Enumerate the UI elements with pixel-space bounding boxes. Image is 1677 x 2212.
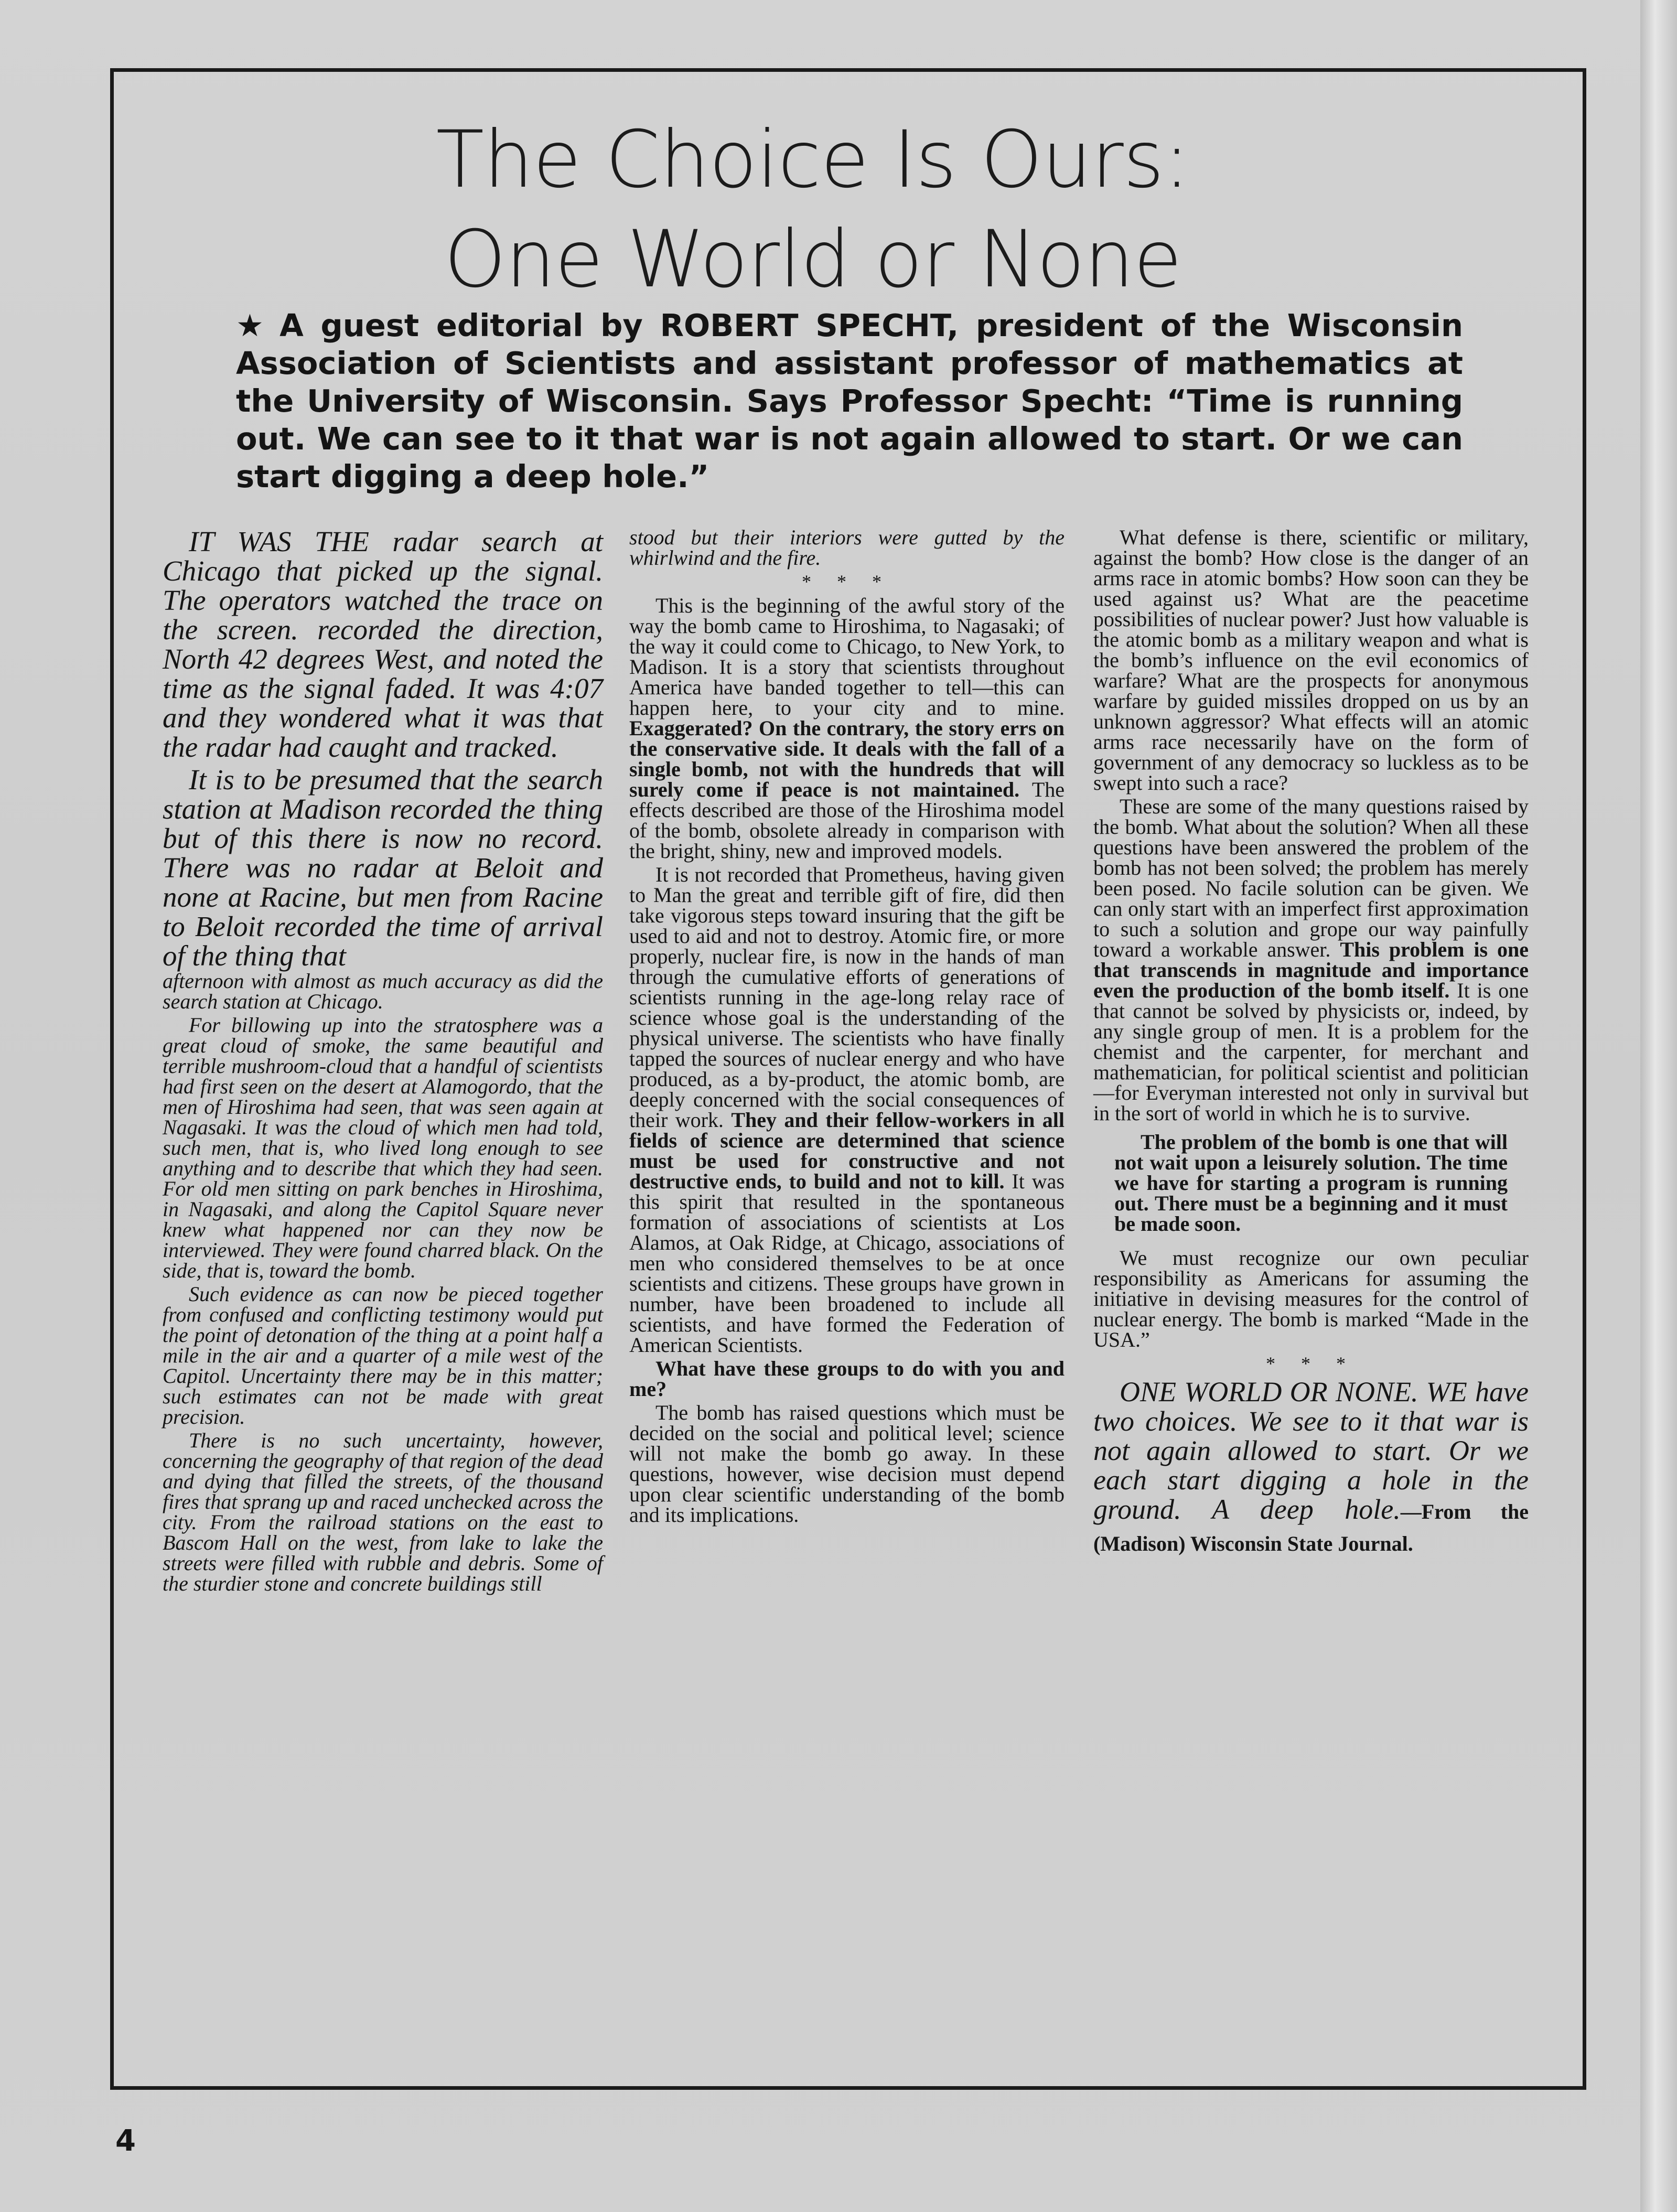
paragraph: These are some of the many questions raised by the bomb. What about the solution? When all these questions have been answered the problem of the bomb has not been solved; the problem has merely been posed. No facile solution can be given. We can only start with an imperfect first approximation to such a solution and grope our way painfully toward a workable answer. This problem is one that transcends in magnitude and importance even the production of the bomb itself. It is one that cannot be solved by physicists or, indeed, by any single group of men. It is a problem for the chemist and the carpenter, for merchant and mathematician, for political scientist and politician—for Everyman interested not only in survival but in the sort of world in which he is to survive.	[1093, 794, 1529, 1125]
intro-text: A guest editorial by ROBERT SPECHT, president of the Wisconsin Association of Scientists and assistant professor of mathematics at the University of Wisconsin. Says Professor Specht: “Time is running out. We can see to it that war is not again allowed to start. Or we can start digging a deep hole.”	[236, 307, 1463, 495]
source-credit: —From the (Madison) Wisconsin State Journal.	[1093, 1500, 1529, 1555]
paragraph: What defense is there, scientific or military, against the bomb? How close is the danger of an arms race in atomic bombs? How soon can they be used against us? What are the peacetime possibilities of nuclear power? Just how valuable is the atomic bomb as a military weapon and what is the bomb’s influence on the evil economics of warfare? What are the prospects for anonymous warfare by guided missiles dropped on us by an unknown aggressor? What effects will an atomic arms race necessarily have on the form of government of any democracy so luckless as to be swept into such a race?	[1093, 525, 1529, 794]
column-1	[163, 527, 603, 1597]
paragraph: It is to be presumed that the search station at Madison recorded the thing but of this there is now no record. There was no radar at Beloit and none at Racine, but men from Racine to Beloit recorded the time of arrival of the thing that	[163, 764, 603, 972]
subheading: What have these groups to do with you and me?	[629, 1357, 1065, 1401]
paragraph: Such evidence as can now be pieced together from confused and conflicting testimony would put the point of detonation of the thing at a point half a mile in the air and a quarter of a mile west of the Capitol. Uncertainty there may be in this matter; such estimates can not be made with great precision.	[163, 1282, 603, 1429]
headline-line-1: The Choice Is Ours:	[436, 114, 1190, 206]
headline	[262, 110, 1363, 309]
paragraph: It is not recorded that Prometheus, having given to Man the great and terrible gift of fire, did then take vigorous steps toward insuring that the gift be used to aid and not to destroy. Atomic fire, or more properly, nuclear fire, is now in the hands of man through the cumulative efforts of generations of scientists running in the age-long relay race of science whose goal is the understanding of the physical universe. The scientists who have finally tapped the sources of nuclear energy and who have produced, as a by-product, the atomic bomb, are deeply concerned with the social consequences of their work. They and their fellow-workers in all fields of science are determined that science must be used for constructive and not destructive ends, to build and not to kill. It was this spirit that resulted in the spontaneous formation of associations of scientists at Los Alamos, at Oak Ridge, at Chicago, associations of men who considered themselves to be at once scientists and citizens. These groups have grown in number, have been broadened to include all scientists, and have formed the Federation of American Scientists.	[629, 863, 1065, 1357]
paragraph: For billowing up into the stratosphere was a great cloud of smoke, the same beautiful and terrible mushroom-cloud that a handful of scientists had first seen on the desert at Alamogordo, that the men of Hiroshima had seen, that was seen again at Nagasaki. It was the cloud of which men had told, such men, that is, who lived long enough to see anything and to describe that which they had seen. For old men sitting on park benches in Hiroshima, in Nagasaki, and along the Capitol Square never knew what happened nor can they now be interviewed. They were found charred black. On the side, that is, toward the bomb.	[163, 1013, 603, 1282]
column-2	[629, 527, 1065, 1528]
page-number: 4	[115, 2124, 136, 2158]
column-3	[1093, 527, 1529, 1562]
page-edge-shadow	[1640, 0, 1677, 2212]
paragraph: There is no such uncertainty, however, concerning the geography of that region of the dead and dying that filled the streets, of the thousand fires that sprang up and raced unchecked across the city. From the railroad stations on the east to Bascom Hall on the west, from lake to lake the streets were filled with rubble and debris. Some of the sturdier stone and concrete buildings still	[163, 1429, 603, 1595]
intro-blurb	[236, 307, 1463, 496]
paragraph: IT WAS THE radar search at Chicago that picked up the signal. The operators watched the trace on the screen. recorded the direction, North 42 degrees West, and noted the time as the signal faded. It was 4:07 and they wondered what it was that the radar had caught and tracked.	[163, 525, 603, 763]
paragraph: We must recognize our own peculiar responsibility as Americans for assuming the initiative in devising measures for the control of nuclear energy. The bomb is marked “Made in the USA.”	[1093, 1246, 1529, 1351]
paragraph: stood but their interiors were gutted by the whirlwind and the fire.	[629, 525, 1065, 570]
headline-line-2: One World or None	[444, 214, 1182, 305]
paragraph: afternoon with almost as much accuracy as did the search station at Chicago.	[163, 969, 603, 1013]
section-separator: * * *	[802, 571, 892, 592]
section-separator: * * *	[1266, 1353, 1356, 1374]
closing-statement: ONE WORLD OR NONE. WE have two choices. We see to it that war is not again allowed to start. Or we each start digging a hole in the ground. A deep hole.—From the (Madison) Wisconsin State Journal.	[1093, 1376, 1529, 1555]
paragraph: This is the beginning of the awful story of the way the bomb came to Hiroshima, to Nagasaki; of the way it could come to Chicago, to New York, to Madison. It is a story that scientists throughout America have banded together to tell—this can happen here, to your city and to mine. Exaggerated? On the contrary, the story errs on the conservative side. It deals with the fall of a single bomb, not with the hundreds that will surely come if peace is not maintained. The effects described are those of the Hiroshima model of the bomb, obsolete already in comparison with the bright, shiny, new and improved models.	[629, 594, 1065, 863]
star-icon: ★	[236, 307, 271, 343]
paragraph: The bomb has raised questions which must be decided on the social and political level; science will not make the bomb go away. In these questions, however, wise decision must depend upon clear scientific understanding of the bomb and its implications.	[629, 1401, 1065, 1527]
highlighted-statement: The problem of the bomb is one that will not wait upon a leisurely solution. The time we have for starting a program is running out. There must be a beginning and it must be made soon.	[1114, 1130, 1508, 1236]
